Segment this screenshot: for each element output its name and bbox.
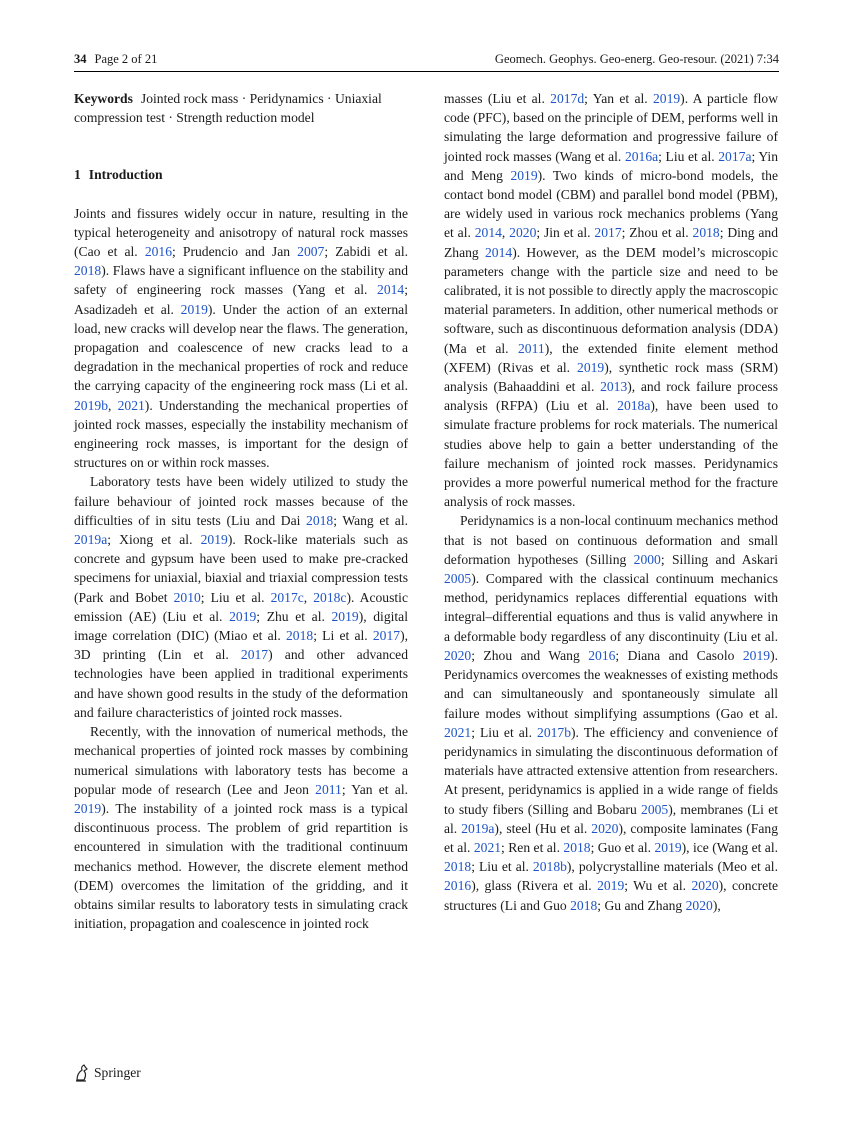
citation-link[interactable]: 2018a: [617, 398, 651, 414]
citation-link[interactable]: 2016a: [624, 148, 659, 164]
citation-link[interactable]: 2018: [444, 859, 472, 875]
citation-link[interactable]: 2019a: [74, 532, 108, 548]
citation-link[interactable]: 2011: [518, 340, 545, 356]
page-number: 34 Page 2 of 21: [74, 52, 158, 66]
paragraph: Recently, with the innovation of numerical methods, the mechanical properties of jointed rock masses by combining numerical simulations with laboratory tests has become a popular mode of research (Lee and Jeon 2011; Yan et al. 2019). The instability of a jointed rock mass is a typical discontinuous process. The problem of grid repartition is encountered in simulation with the traditional continuum mechanics method. However, the discrete element method (DEM) overcomes the limitation of the gridding, and it obtains similar results to laboratory tests in simulating crack initiation, propagation and coalescence in jointed rock: [74, 724, 408, 932]
citation-link[interactable]: 2007: [297, 244, 325, 260]
citation-link[interactable]: 2021: [473, 839, 502, 855]
citation-link[interactable]: 2000: [633, 551, 661, 567]
citation-link[interactable]: 2017: [594, 225, 622, 241]
citation-link[interactable]: 2020: [444, 647, 472, 663]
citation-link[interactable]: 2018: [692, 225, 720, 241]
paragraph: Peridynamics is a non-local continuum mechanics method that is not based on continuous deformation and small deformation hypotheses (Silling 2000; Silling and Askari 2005). Compared with the classical continuum mechanics method, peridynamics replaces differential equations with integral–differential equations and thus is valid anywhere in a deformable body regardless of any discontinuity (Liu et al. 2020; Zhou and Wang 2016; Diana and Casolo 2019). Peridynamics overcomes the weaknesses of existing methods and can simultaneously and spontaneously simulate all failure modes without simplifying assumptions (Gao et al. 2021; Liu et al. 2017b). The efficiency and convenience of peridynamics in simulating the discontinuous deformation of materials have attracted extensive attention from researchers. At present, peridynamics is applied in a wide range of fields to study fibers (Silling and Bobaru 2005), membranes (Li et al. 2019a), steel (Hu et al. 2020), composite laminates (Fang et al. 2021; Ren et al. 2018; Guo et al. 2019), ice (Wang et al. 2018; Liu et al. 2018b), polycrystalline materials (Meo et al. 2016), glass (Rivera et al. 2019; Wu et al. 2020), concrete structures (Li and Guo 2018; Gu and Zhang 2020),: [444, 513, 779, 913]
citation-link[interactable]: 2017d: [550, 91, 585, 106]
citation-link[interactable]: 2019: [229, 608, 257, 624]
citation-link[interactable]: 2019: [200, 532, 228, 548]
page-header: [74, 50, 779, 72]
right-column: [444, 89, 778, 915]
citation-link[interactable]: 2019: [652, 91, 681, 106]
citation-link[interactable]: 2018b: [532, 859, 567, 875]
citation-link[interactable]: 2017c: [270, 589, 304, 605]
citation-link[interactable]: 2014: [474, 225, 502, 241]
citation-link[interactable]: 2019b: [74, 397, 108, 413]
citation-link[interactable]: 2017b: [537, 724, 572, 740]
citation-link[interactable]: 2019: [577, 359, 605, 375]
citation-link[interactable]: 2016: [588, 647, 616, 663]
citation-link[interactable]: 2020: [509, 225, 537, 241]
citation-link[interactable]: 2019: [597, 878, 625, 894]
citation-link[interactable]: 2014: [377, 282, 405, 298]
paragraph: masses (Liu et al. 2017d; Yan et al. 2019). A particle flow code (PFC), based on the principle of DEM, performs well in simulating the large deformation and progressive failure of jointed rock masses (Wang et al. 2016a; Liu et al. 2017a; Yin and Meng 2019). Two kinds of micro-bond models, the contact bond model (CBM) and parallel bond model (PBM), are widely used in various rock mechanics problems (Yang et al. 2014, 2020; Jin et al. 2017; Zhou et al. 2018; Ding and Zhang 2014). However, as the DEM model’s microscopic parameters change with the particle size and need to be calibrated, it is not possible to directly apply the macroscopic material parameters. In addition, other numerical methods or software, such as discontinuous deformation analysis (DDA) (Ma et al. 2011), the extended finite element method (XFEM) (Rivas et al. 2019), synthetic rock mass (SRM) analysis (Bahaaddini et al. 2013), and rock failure process analysis (RFPA) (Liu et al. 2018a), have been used to simulate fracture problems for rock materials. The numerical studies above help to gain a better understanding of the failure mechanism of jointed rock masses. Peridynamics provides a more powerful numerical method for the fracture analysis of rock masses.: [444, 91, 779, 510]
header-rule: [74, 71, 779, 72]
citation-link[interactable]: 2018: [306, 512, 334, 528]
springer-horse-icon: [74, 1064, 90, 1082]
citation-link[interactable]: 2018: [286, 628, 314, 644]
citation-link[interactable]: 2021: [117, 397, 145, 413]
citation-link[interactable]: 2005: [641, 801, 669, 817]
citation-link[interactable]: 2019: [654, 839, 682, 855]
citation-link[interactable]: 2017: [240, 647, 269, 663]
citation-link[interactable]: 2016: [144, 244, 173, 260]
citation-link[interactable]: 2011: [315, 781, 342, 797]
citation-link[interactable]: 2019: [331, 608, 359, 624]
paragraph: Joints and fissures widely occur in nature, resulting in the typical heterogeneity and anisotropy of natural rock masses (Cao et al. 2016; Prudencio and Jan 2007; Zabidi et al. 2018). Flaws have a significant influence on the stability and safety of engineering rock masses (Yang et al. 2014; Asadizadeh et al. 2019). Under the action of an external load, new cracks will develop near the flaws. The generation, propagation and coalescence of new cracks lead to a degradation in the mechanical properties of rock and reduce the carrying capacity of the engineering rock mass (Li et al. 2019b, 2021). Understanding the mechanical properties of jointed rock masses, especially the instability mechanism of engineering rock masses, is important for the design of structures on or within rock masses.: [74, 205, 409, 471]
citation-link[interactable]: 2017a: [718, 148, 752, 164]
left-column: [74, 89, 408, 933]
citation-link[interactable]: 2010: [173, 589, 201, 605]
citation-link[interactable]: 2017: [372, 628, 401, 644]
keywords: Keywords Jointed rock mass · Peridynamics · Uniaxial compression test · Strength reduction model: [74, 91, 382, 126]
citation-link[interactable]: 2020: [591, 820, 619, 836]
citation-link[interactable]: 2020: [685, 897, 713, 913]
citation-link[interactable]: 2018: [74, 263, 102, 279]
citation-link[interactable]: 2019: [74, 800, 102, 816]
citation-link[interactable]: 2019a: [461, 820, 495, 836]
citation-link[interactable]: 2016: [444, 878, 472, 894]
page-footer: [74, 1064, 141, 1082]
citation-link[interactable]: 2018c: [313, 589, 347, 605]
citation-link[interactable]: 2021: [444, 724, 472, 740]
paragraph: Laboratory tests have been widely utilized to study the failure behaviour of jointed rock masses because of the difficulties of in situ tests (Liu and Dai 2018; Wang et al. 2019a; Xiong et al. 2019). Rock-like materials such as concrete and gypsum have been used to make pre-cracked specimens for uniaxial, biaxial and triaxial compression tests (Park and Bobet 2010; Liu et al. 2017c, 2018c). Acoustic emission (AE) (Liu et al. 2019; Zhu et al. 2019), digital image correlation (DIC) (Miao et al. 2018; Li et al. 2017), 3D printing (Lin et al. 2017) and other advanced technologies have been applied in traditional experiments and have shown good results in the study of the deformation and failure characteristics of jointed rock masses.: [74, 474, 409, 720]
journal-citation: Geomech. Geophys. Geo-energ. Geo-resour. (2021) 7:34: [494, 52, 779, 66]
citation-link[interactable]: 2005: [444, 571, 472, 587]
citation-link[interactable]: 2013: [600, 379, 628, 395]
citation-link[interactable]: 2019: [742, 647, 771, 663]
section-heading: 1 Introduction: [74, 167, 163, 183]
publisher-name: Springer: [94, 1065, 141, 1080]
citation-link[interactable]: 2020: [691, 878, 719, 894]
citation-link[interactable]: 2019: [510, 167, 538, 183]
citation-link[interactable]: 2014: [485, 244, 513, 260]
citation-link[interactable]: 2018: [570, 897, 598, 913]
citation-link[interactable]: 2019: [180, 301, 208, 317]
citation-link[interactable]: 2018: [563, 839, 591, 855]
